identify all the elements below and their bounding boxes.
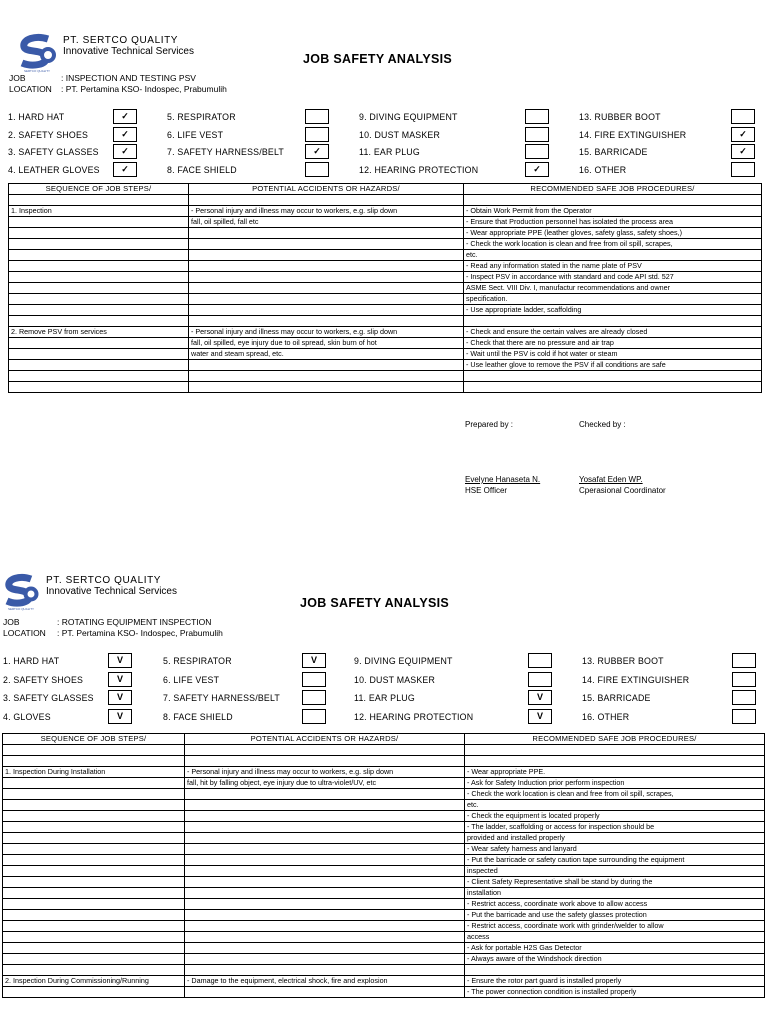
table-row bbox=[3, 767, 765, 778]
table-row bbox=[3, 943, 765, 954]
ppe-checkbox[interactable]: ✓ bbox=[113, 144, 137, 159]
table-row bbox=[3, 789, 765, 800]
table-cell: - Personal injury and illness may occur to workers, e.g. slip down bbox=[189, 327, 464, 338]
table-row bbox=[3, 811, 765, 822]
table-cell: fall, oil spilled, eye injury due to oil spread, skin burn of hot bbox=[189, 338, 464, 349]
ppe-label: 3. SAFETY GLASSES bbox=[3, 693, 94, 703]
table-cell bbox=[3, 800, 185, 811]
ppe-label: 5. RESPIRATOR bbox=[163, 656, 232, 666]
job-label: JOB bbox=[3, 617, 20, 627]
job-value: : INSPECTION AND TESTING PSV bbox=[61, 73, 196, 83]
table-cell bbox=[3, 822, 185, 833]
checked-by-role: Cperasional Coordinator bbox=[579, 486, 666, 495]
ppe-checkbox[interactable] bbox=[525, 144, 549, 159]
table-cell: - Obtain Work Permit from the Operator bbox=[464, 206, 762, 217]
table-cell: 2. Remove PSV from services bbox=[9, 327, 189, 338]
table-row bbox=[9, 316, 762, 327]
column-header: RECOMMENDED SAFE JOB PROCEDURES/ bbox=[464, 184, 762, 195]
ppe-label: 14. FIRE EXTINGUISHER bbox=[582, 674, 690, 685]
ppe-checkbox[interactable] bbox=[732, 653, 756, 668]
table-cell bbox=[185, 855, 465, 866]
table-cell: inspected bbox=[465, 866, 765, 877]
table-cell bbox=[185, 954, 465, 965]
table-cell bbox=[189, 382, 464, 393]
table-cell bbox=[465, 756, 765, 767]
ppe-checkbox[interactable]: V bbox=[528, 709, 552, 724]
svg-text:SERTCO QUALITY: SERTCO QUALITY bbox=[7, 607, 35, 611]
page-title: JOB SAFETY ANALYSIS bbox=[303, 52, 453, 66]
ppe-label: 15. BARRICADE bbox=[579, 147, 648, 157]
ppe-label: 6. LIFE VEST bbox=[167, 129, 224, 140]
ppe-checkbox[interactable]: ✓ bbox=[525, 162, 549, 177]
ppe-label: 11. EAR PLUG bbox=[354, 693, 415, 703]
table-cell bbox=[3, 833, 185, 844]
table-cell: 2. Inspection During Commissioning/Running bbox=[3, 976, 185, 987]
ppe-checkbox[interactable] bbox=[302, 672, 326, 687]
ppe-checkbox[interactable] bbox=[305, 109, 329, 124]
table-row bbox=[3, 855, 765, 866]
table-cell bbox=[9, 217, 189, 228]
table-cell bbox=[3, 745, 185, 756]
table-cell: provided and installed properly bbox=[465, 833, 765, 844]
ppe-label: 15. BARRICADE bbox=[582, 693, 651, 703]
table-row bbox=[3, 921, 765, 932]
ppe-checkbox[interactable]: ✓ bbox=[731, 127, 755, 142]
table-cell bbox=[3, 965, 185, 976]
table-cell: - Always aware of the Windshock direction bbox=[465, 954, 765, 965]
column-header: RECOMMENDED SAFE JOB PROCEDURES/ bbox=[465, 734, 765, 745]
table-cell: - Check the work location is clean and free from oil spill, scrapes, bbox=[465, 789, 765, 800]
ppe-checkbox[interactable]: V bbox=[108, 672, 132, 687]
table-cell: - Inspect PSV in accordance with standard and code API std. 527 bbox=[464, 272, 762, 283]
table-row bbox=[3, 987, 765, 998]
table-cell bbox=[185, 888, 465, 899]
column-header: POTENTIAL ACCIDENTS OR HAZARDS/ bbox=[185, 734, 465, 745]
ppe-checkbox[interactable]: V bbox=[108, 653, 132, 668]
table-cell: access bbox=[465, 932, 765, 943]
ppe-checkbox[interactable] bbox=[305, 162, 329, 177]
table-cell bbox=[9, 228, 189, 239]
company-name: PT. SERTCO QUALITY bbox=[46, 575, 162, 586]
table-cell bbox=[3, 811, 185, 822]
table-cell bbox=[3, 987, 185, 998]
table-cell bbox=[3, 756, 185, 767]
table-cell bbox=[189, 305, 464, 316]
ppe-label: 13. RUBBER BOOT bbox=[579, 112, 661, 122]
table-cell: fall, hit by falling object, eye injury due to ultra-violet/UV, etc bbox=[185, 778, 465, 789]
table-cell bbox=[189, 272, 464, 283]
table-cell bbox=[185, 877, 465, 888]
ppe-label: 5. RESPIRATOR bbox=[167, 112, 236, 122]
table-row bbox=[3, 833, 765, 844]
job-info bbox=[9, 73, 227, 95]
ppe-label: 2. SAFETY SHOES bbox=[3, 674, 84, 685]
ppe-label: 7. SAFETY HARNESS/BELT bbox=[163, 693, 281, 703]
table-row bbox=[9, 349, 762, 360]
table-cell bbox=[3, 910, 185, 921]
ppe-label: 9. DIVING EQUIPMENT bbox=[359, 112, 458, 122]
ppe-checkbox[interactable]: ✓ bbox=[113, 127, 137, 142]
table-cell: - Use appropriate ladder, scaffolding bbox=[464, 305, 762, 316]
ppe-checkbox[interactable] bbox=[731, 109, 755, 124]
table-row bbox=[9, 382, 762, 393]
table-cell: etc. bbox=[465, 800, 765, 811]
table-row bbox=[9, 261, 762, 272]
job-label: JOB bbox=[9, 73, 26, 83]
table-row bbox=[3, 844, 765, 855]
table-row bbox=[9, 217, 762, 228]
ppe-label: 10. DUST MASKER bbox=[359, 129, 441, 140]
table-cell bbox=[9, 349, 189, 360]
table-row bbox=[3, 822, 765, 833]
ppe-label: 8. FACE SHIELD bbox=[167, 164, 237, 175]
table-cell bbox=[3, 899, 185, 910]
table-cell: ASME Sect. VIII Div. I, manufactur recommendations and owner bbox=[464, 283, 762, 294]
ppe-label: 11. EAR PLUG bbox=[359, 147, 420, 157]
table-row bbox=[3, 778, 765, 789]
table-cell: - Put the barricade and use the safety glasses protection bbox=[465, 910, 765, 921]
table-cell bbox=[185, 987, 465, 998]
table-cell: - The ladder, scaffolding or access for inspection should be bbox=[465, 822, 765, 833]
table-cell bbox=[185, 833, 465, 844]
ppe-checkbox[interactable] bbox=[302, 690, 326, 705]
page-title: JOB SAFETY ANALYSIS bbox=[300, 596, 450, 610]
table-cell bbox=[189, 360, 464, 371]
table-cell bbox=[3, 932, 185, 943]
table-row bbox=[9, 239, 762, 250]
table-row bbox=[9, 371, 762, 382]
table-cell bbox=[185, 756, 465, 767]
ppe-label: 16. OTHER bbox=[579, 164, 627, 175]
table-cell bbox=[464, 316, 762, 327]
table-cell: - The power connection condition is installed properly bbox=[465, 987, 765, 998]
table-cell bbox=[185, 866, 465, 877]
table-cell bbox=[185, 811, 465, 822]
table-row bbox=[9, 228, 762, 239]
table-cell: - Damage to the equipment, electrical shock, fire and explosion bbox=[185, 976, 465, 987]
table-cell bbox=[465, 965, 765, 976]
table-cell bbox=[189, 316, 464, 327]
table-cell bbox=[185, 800, 465, 811]
table-cell bbox=[9, 239, 189, 250]
table-cell bbox=[185, 745, 465, 756]
ppe-checkbox[interactable] bbox=[525, 109, 549, 124]
table-cell: - Wear appropriate PPE. bbox=[465, 767, 765, 778]
table-row bbox=[3, 866, 765, 877]
ppe-checkbox[interactable] bbox=[302, 709, 326, 724]
table-row bbox=[9, 338, 762, 349]
ppe-checkbox[interactable]: ✓ bbox=[731, 144, 755, 159]
table-cell bbox=[189, 250, 464, 261]
ppe-label: 7. SAFETY HARNESS/BELT bbox=[167, 147, 285, 157]
table-cell: water and steam spread, etc. bbox=[189, 349, 464, 360]
ppe-checkbox[interactable]: V bbox=[302, 653, 326, 668]
table-cell: - Restrict access, coordinate work above to allow access bbox=[465, 899, 765, 910]
location-label: LOCATION bbox=[3, 628, 46, 638]
table-cell bbox=[189, 371, 464, 382]
ppe-label: 1. HARD HAT bbox=[8, 112, 65, 122]
prepared-by-role: HSE Officer bbox=[465, 486, 508, 495]
company-logo bbox=[18, 33, 56, 73]
ppe-checkbox[interactable] bbox=[732, 672, 756, 687]
table-cell bbox=[3, 877, 185, 888]
table-cell: - Wait until the PSV is cold if hot water or steam bbox=[464, 349, 762, 360]
table-cell bbox=[189, 228, 464, 239]
jsa-table bbox=[2, 733, 765, 998]
column-header: SEQUENCE OF JOB STEPS/ bbox=[3, 734, 185, 745]
table-cell: 1. Inspection bbox=[9, 206, 189, 217]
table-cell bbox=[9, 195, 189, 206]
company-tagline: Innovative Technical Services bbox=[46, 586, 177, 597]
prepared-by-label: Prepared by : bbox=[465, 420, 514, 429]
checked-by-label: Checked by : bbox=[579, 420, 626, 429]
table-row bbox=[3, 877, 765, 888]
svg-text:SERTCO QUALITY: SERTCO QUALITY bbox=[23, 69, 51, 73]
ppe-checkbox[interactable] bbox=[525, 127, 549, 142]
prepared-by-name: Evelyne Hanaseta N. bbox=[465, 475, 541, 484]
table-cell bbox=[185, 910, 465, 921]
table-cell: 1. Inspection During Installation bbox=[3, 767, 185, 778]
ppe-checkbox[interactable]: ✓ bbox=[113, 109, 137, 124]
table-cell: - Read any information stated in the name plate of PSV bbox=[464, 261, 762, 272]
table-cell bbox=[464, 371, 762, 382]
table-cell: - Ensure the rotor part guard is installed properly bbox=[465, 976, 765, 987]
table-cell bbox=[3, 943, 185, 954]
table-cell: - Put the barricade or safety caution tape surrounding the equipment bbox=[465, 855, 765, 866]
ppe-label: 8. FACE SHIELD bbox=[163, 711, 233, 722]
table-row bbox=[9, 195, 762, 206]
table-cell bbox=[189, 294, 464, 305]
location-value: : PT. Pertamina KSO- Indospec, Prabumulih bbox=[57, 628, 223, 638]
table-cell bbox=[3, 844, 185, 855]
table-cell bbox=[3, 921, 185, 932]
company-logo bbox=[3, 573, 39, 611]
ppe-label: 13. RUBBER BOOT bbox=[582, 656, 664, 666]
table-row bbox=[9, 206, 762, 217]
table-row bbox=[3, 745, 765, 756]
table-cell bbox=[3, 789, 185, 800]
table-row bbox=[3, 910, 765, 921]
ppe-checkbox[interactable] bbox=[731, 162, 755, 177]
checked-by-name: Yosafat Eden WP. bbox=[579, 475, 643, 484]
table-cell bbox=[9, 272, 189, 283]
ppe-label: 4. LEATHER GLOVES bbox=[8, 164, 100, 175]
ppe-label: 6. LIFE VEST bbox=[163, 674, 220, 685]
table-cell bbox=[185, 943, 465, 954]
column-header: POTENTIAL ACCIDENTS OR HAZARDS/ bbox=[189, 184, 464, 195]
table-row bbox=[3, 800, 765, 811]
table-cell bbox=[185, 844, 465, 855]
table-row bbox=[3, 888, 765, 899]
table-cell bbox=[185, 932, 465, 943]
table-cell bbox=[185, 822, 465, 833]
table-cell: - Ensure that Production personnel has isolated the process area bbox=[464, 217, 762, 228]
company-name: PT. SERTCO QUALITY bbox=[63, 35, 179, 46]
ppe-checkbox[interactable]: ✓ bbox=[305, 144, 329, 159]
table-row bbox=[9, 250, 762, 261]
ppe-label: 1. HARD HAT bbox=[3, 656, 60, 666]
ppe-label: 3. SAFETY GLASSES bbox=[8, 147, 99, 157]
table-header-row bbox=[9, 184, 762, 195]
table-cell: - Wear appropriate PPE (leather gloves, safety glass, safety shoes,) bbox=[464, 228, 762, 239]
table-cell bbox=[3, 888, 185, 899]
table-cell: - Personal injury and illness may occur to workers, e.g. slip down bbox=[189, 206, 464, 217]
table-cell bbox=[464, 382, 762, 393]
ppe-checkbox[interactable] bbox=[528, 653, 552, 668]
location-label: LOCATION bbox=[9, 84, 52, 94]
table-cell bbox=[185, 899, 465, 910]
table-cell bbox=[9, 360, 189, 371]
table-cell bbox=[465, 745, 765, 756]
table-cell bbox=[189, 261, 464, 272]
table-row bbox=[3, 954, 765, 965]
ppe-label: 12. HEARING PROTECTION bbox=[354, 711, 474, 722]
table-cell bbox=[3, 778, 185, 789]
table-cell bbox=[9, 294, 189, 305]
table-cell bbox=[185, 965, 465, 976]
job-value: : ROTATING EQUIPMENT INSPECTION bbox=[57, 617, 212, 627]
table-cell bbox=[3, 866, 185, 877]
table-row bbox=[9, 283, 762, 294]
table-cell bbox=[185, 789, 465, 800]
table-row bbox=[3, 899, 765, 910]
table-cell bbox=[3, 855, 185, 866]
ppe-checkbox[interactable] bbox=[732, 690, 756, 705]
table-cell bbox=[464, 195, 762, 206]
table-cell: specification. bbox=[464, 294, 762, 305]
table-row bbox=[3, 965, 765, 976]
ppe-label: 10. DUST MASKER bbox=[354, 674, 436, 685]
location-value: : PT. Pertamina KSO- Indospec, Prabumulih bbox=[61, 84, 227, 94]
ppe-checkbox[interactable]: V bbox=[108, 709, 132, 724]
table-cell bbox=[9, 371, 189, 382]
jsa-table bbox=[8, 183, 762, 393]
ppe-checkbox[interactable] bbox=[732, 709, 756, 724]
table-cell bbox=[9, 283, 189, 294]
ppe-label: 9. DIVING EQUIPMENT bbox=[354, 656, 453, 666]
table-cell: - Check the work location is clean and free from oil spill, scrapes, bbox=[464, 239, 762, 250]
table-cell bbox=[189, 195, 464, 206]
table-cell: - Client Safety Representative shall be stand by during the bbox=[465, 877, 765, 888]
table-cell: - Check the equipment is located properly bbox=[465, 811, 765, 822]
table-cell: fall, oil spilled, fall etc bbox=[189, 217, 464, 228]
table-row bbox=[9, 294, 762, 305]
ppe-label: 12. HEARING PROTECTION bbox=[359, 164, 479, 175]
ppe-label: 16. OTHER bbox=[582, 711, 630, 722]
table-row bbox=[3, 932, 765, 943]
table-cell: - Ask for Safety Induction prior perform inspection bbox=[465, 778, 765, 789]
table-row bbox=[3, 976, 765, 987]
table-cell: - Personal injury and illness may occur to workers, e.g. slip down bbox=[185, 767, 465, 778]
table-cell bbox=[185, 921, 465, 932]
table-cell bbox=[3, 954, 185, 965]
table-header-row bbox=[3, 734, 765, 745]
ppe-checkbox[interactable]: V bbox=[108, 690, 132, 705]
table-row bbox=[9, 360, 762, 371]
ppe-checkbox[interactable]: V bbox=[528, 690, 552, 705]
table-row bbox=[9, 305, 762, 316]
table-cell bbox=[9, 250, 189, 261]
table-row bbox=[3, 756, 765, 767]
ppe-label: 2. SAFETY SHOES bbox=[8, 129, 89, 140]
company-tagline: Innovative Technical Services bbox=[63, 46, 194, 57]
table-cell bbox=[9, 305, 189, 316]
ppe-checkbox[interactable]: ✓ bbox=[113, 162, 137, 177]
table-cell bbox=[9, 316, 189, 327]
ppe-checkbox[interactable] bbox=[305, 127, 329, 142]
table-cell bbox=[9, 338, 189, 349]
table-row bbox=[9, 327, 762, 338]
table-row bbox=[9, 272, 762, 283]
table-cell: - Check and ensure the certain valves are already closed bbox=[464, 327, 762, 338]
ppe-checkbox[interactable] bbox=[528, 672, 552, 687]
table-cell: - Check that there are no pressure and air trap bbox=[464, 338, 762, 349]
ppe-label: 14. FIRE EXTINGUISHER bbox=[579, 129, 687, 140]
job-info bbox=[3, 617, 223, 639]
table-cell: - Restrict access, coordinate work with grinder/welder to allow bbox=[465, 921, 765, 932]
table-cell bbox=[189, 283, 464, 294]
table-cell: etc. bbox=[464, 250, 762, 261]
column-header: SEQUENCE OF JOB STEPS/ bbox=[9, 184, 189, 195]
ppe-label: 4. GLOVES bbox=[3, 711, 51, 722]
table-cell: - Ask for portable H2S Gas Detector bbox=[465, 943, 765, 954]
table-cell bbox=[9, 382, 189, 393]
table-cell bbox=[189, 239, 464, 250]
table-cell: installation bbox=[465, 888, 765, 899]
table-cell: - Wear safety harness and lanyard bbox=[465, 844, 765, 855]
table-cell bbox=[9, 261, 189, 272]
table-cell: - Use leather glove to remove the PSV if all conditions are safe bbox=[464, 360, 762, 371]
